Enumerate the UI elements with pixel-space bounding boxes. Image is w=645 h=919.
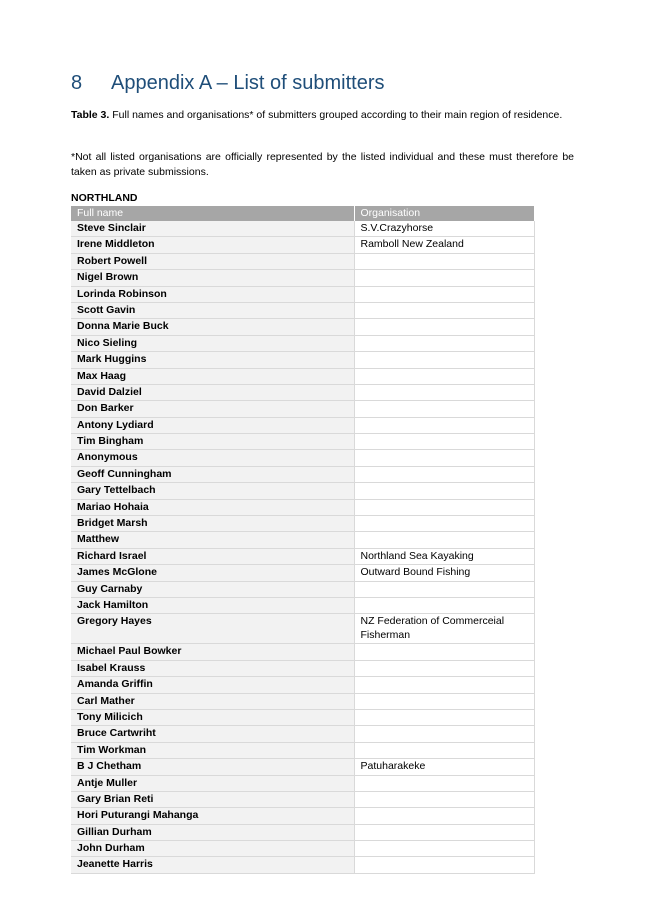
submitter-organisation [354,597,534,613]
submitter-name: Nico Sieling [71,335,354,351]
submitter-organisation [354,709,534,725]
submitter-name: Bridget Marsh [71,516,354,532]
table-caption-label: Table 3. [71,109,110,121]
submitter-organisation [354,450,534,466]
submitter-organisation [354,775,534,791]
table-row [71,660,534,676]
submitter-name: Amanda Griffin [71,677,354,693]
submitter-name: Hori Puturangi Mahanga [71,808,354,824]
submitter-name: Antje Muller [71,775,354,791]
submitter-organisation: Outward Bound Fishing [354,565,534,581]
table-row [71,581,534,597]
submitter-name: Guy Carnaby [71,581,354,597]
region-title: NORTHLAND [71,192,138,204]
submitter-organisation [354,532,534,548]
submitter-name: Isabel Krauss [71,660,354,676]
submitter-name: Robert Powell [71,253,354,269]
table-row [71,302,534,318]
submitter-organisation [354,466,534,482]
table-row [71,499,534,515]
table-row [71,450,534,466]
submitter-organisation: Northland Sea Kayaking [354,548,534,564]
submitters-table [71,206,535,874]
submitter-organisation [354,286,534,302]
submitter-name: Donna Marie Buck [71,319,354,335]
table-row [71,335,534,351]
table-row [71,401,534,417]
table-row [71,384,534,400]
submitter-organisation [354,319,534,335]
submitter-name: Tim Bingham [71,434,354,450]
section-number: 8 [71,72,83,94]
submitter-name: Irene Middleton [71,237,354,253]
submitter-name: David Dalziel [71,384,354,400]
table-row [71,824,534,840]
submitter-name: Steve Sinclair [71,221,354,237]
submitter-organisation [354,401,534,417]
table-row [71,270,534,286]
table-row [71,352,534,368]
table-row [71,644,534,660]
table-row [71,775,534,791]
submitter-organisation [354,693,534,709]
submitter-name: Don Barker [71,401,354,417]
table-row [71,614,534,644]
table-row [71,434,534,450]
table-row [71,726,534,742]
submitter-organisation [354,384,534,400]
submitter-name: Michael Paul Bowker [71,644,354,660]
submitter-organisation: NZ Federation of Commerceial Fisherman [354,614,534,644]
section-title: Appendix A – List of submitters [111,72,385,94]
submitter-name: Jack Hamilton [71,597,354,613]
submitter-name: Gillian Durham [71,824,354,840]
submitter-name: Geoff Cunningham [71,466,354,482]
table-row [71,759,534,775]
table-row [71,857,534,873]
submitter-organisation [354,302,534,318]
table-row [71,466,534,482]
table-row [71,548,534,564]
submitter-name: John Durham [71,841,354,857]
submitter-organisation [354,434,534,450]
submitter-organisation [354,726,534,742]
submitter-name: Gary Brian Reti [71,791,354,807]
table-body [71,221,534,873]
table-row [71,709,534,725]
submitter-name: Carl Mather [71,693,354,709]
table-caption-text: Full names and organisations* of submitters grouped according to their main region of residence. [112,109,563,121]
submitter-organisation [354,857,534,873]
submitter-organisation: Ramboll New Zealand [354,237,534,253]
submitter-organisation [354,499,534,515]
submitter-name: Mark Huggins [71,352,354,368]
submitter-organisation [354,808,534,824]
submitter-organisation: Patuharakeke [354,759,534,775]
table-row [71,808,534,824]
submitter-organisation [354,253,534,269]
submitter-organisation [354,352,534,368]
submitter-name: Gary Tettelbach [71,483,354,499]
table-row [71,483,534,499]
table-row [71,368,534,384]
table-caption [71,108,574,123]
organisation-note: *Not all listed organisations are officially represented by the listed individual and these must therefore be taken as private submissions. [71,151,574,178]
submitter-organisation [354,270,534,286]
submitter-name: Bruce Cartwriht [71,726,354,742]
submitter-name: Jeanette Harris [71,857,354,873]
submitter-name: B J Chetham [71,759,354,775]
submitter-organisation [354,581,534,597]
submitter-organisation [354,742,534,758]
submitter-organisation [354,677,534,693]
submitter-name: Scott Gavin [71,302,354,318]
submitter-name: Mariao Hohaia [71,499,354,515]
submitter-name: Gregory Hayes [71,614,354,644]
submitter-name: Tony Milicich [71,709,354,725]
submitter-name: Anonymous [71,450,354,466]
submitter-organisation [354,644,534,660]
table-row [71,286,534,302]
table-row [71,253,534,269]
table-row [71,237,534,253]
section-heading [71,72,385,95]
submitter-organisation [354,335,534,351]
submitter-name: Matthew [71,532,354,548]
submitter-organisation [354,824,534,840]
submitter-organisation [354,660,534,676]
table-row [71,597,534,613]
table-row [71,516,534,532]
submitter-organisation [354,368,534,384]
table-row [71,742,534,758]
table-row [71,319,534,335]
submitter-organisation: S.V.Crazyhorse [354,221,534,237]
submitter-name: James McGlone [71,565,354,581]
table-header-row [71,206,534,221]
column-header-organisation: Organisation [354,206,534,221]
column-header-full-name: Full name [71,206,354,221]
table-row [71,677,534,693]
submitter-name: Max Haag [71,368,354,384]
table-row [71,791,534,807]
table-row [71,841,534,857]
submitter-name: Lorinda Robinson [71,286,354,302]
table-row [71,693,534,709]
table-row [71,532,534,548]
submitter-organisation [354,417,534,433]
submitter-organisation [354,791,534,807]
submitter-name: Tim Workman [71,742,354,758]
submitter-organisation [354,516,534,532]
table-row [71,221,534,237]
table-row [71,565,534,581]
table-row [71,417,534,433]
submitter-name: Richard Israel [71,548,354,564]
submitter-organisation [354,841,534,857]
submitter-name: Nigel Brown [71,270,354,286]
submitter-name: Antony Lydiard [71,417,354,433]
submitter-organisation [354,483,534,499]
